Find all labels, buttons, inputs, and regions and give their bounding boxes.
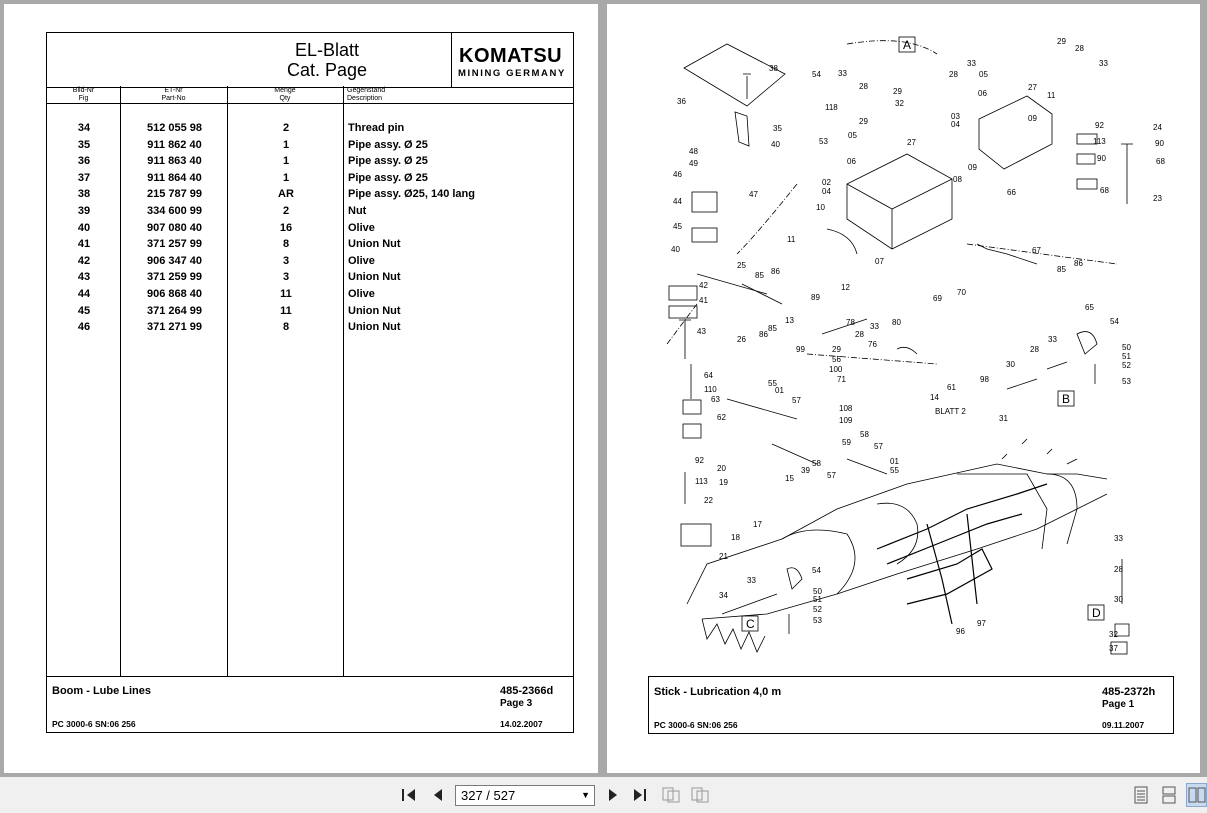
part-number-label: 89: [811, 293, 820, 302]
continuous-view-icon[interactable]: [1160, 786, 1178, 804]
qty-cell: 2: [282, 122, 290, 134]
catalog-page-left: [4, 4, 598, 773]
part-number-label: 03: [951, 112, 960, 121]
part-number-label: 54: [1110, 317, 1119, 326]
part-number-label: 49: [689, 159, 698, 168]
part-number-label: 29: [832, 345, 841, 354]
part-number-label: 17: [753, 520, 762, 529]
part-number-label: 61: [947, 383, 956, 392]
part-number-label: 90: [1097, 154, 1106, 163]
part-number-label: 56: [832, 355, 841, 364]
part-no-cell: 371 257 99: [146, 238, 203, 251]
part-number-label: 52: [813, 605, 822, 614]
footer-model-right: PC 3000-6 SN:06 256: [654, 720, 738, 730]
logo-subtitle: MINING GERMANY: [458, 68, 566, 79]
page-title: EL-Blatt: [294, 40, 360, 60]
previous-page-icon[interactable]: [428, 786, 446, 804]
next-page-icon[interactable]: [604, 786, 622, 804]
qty-cell: 16: [279, 221, 293, 234]
table-row: [47, 305, 573, 321]
part-number-label: 64: [704, 371, 713, 380]
description-cell: Nut: [348, 205, 367, 217]
footer-date-right: 09.11.2007: [1102, 720, 1145, 730]
part-number-label: 19: [719, 478, 728, 487]
part-number-label: 68: [1156, 157, 1165, 166]
table-row: [47, 172, 573, 188]
table-row: [47, 188, 573, 204]
part-number-label: 29: [893, 87, 902, 96]
part-number-label: 86: [759, 330, 768, 339]
part-no-cell: 371 264 99: [146, 304, 203, 317]
qty-cell: 1: [282, 138, 290, 151]
part-number-label: 66: [1007, 188, 1016, 197]
part-number-label: 57: [874, 442, 883, 451]
description-cell: Olive: [348, 221, 375, 234]
part-number-label: 01: [775, 386, 784, 395]
part-number-label: 21: [719, 552, 728, 561]
part-number-label: 33: [1114, 534, 1123, 543]
exploded-drawing: [607, 4, 1200, 672]
chevron-down-icon[interactable]: ▼: [581, 790, 590, 800]
footer-title: Boom - Lube Lines: [52, 685, 151, 697]
part-number-label: 46: [673, 170, 682, 179]
part-number-label: 02: [822, 178, 831, 187]
part-number-label: 18: [731, 533, 740, 542]
part-number-label: 55: [890, 466, 899, 475]
two-page-view-icon[interactable]: [1186, 783, 1207, 807]
part-number-label: 50: [1122, 343, 1131, 352]
part-number-label: 53: [1122, 377, 1131, 386]
table-row: [47, 288, 573, 304]
part-number-label: 55: [768, 379, 777, 388]
part-number-label: 86: [771, 267, 780, 276]
fig-cell: 43: [77, 271, 91, 284]
description-cell: Union Nut: [348, 321, 401, 334]
description-cell: Thread pin: [348, 122, 405, 134]
part-no-cell: 906 347 40: [146, 254, 203, 267]
header-box: [46, 32, 574, 88]
part-number-label: 76: [868, 340, 877, 349]
part-number-label: 71: [837, 375, 846, 384]
part-number-label: 85: [768, 324, 777, 333]
part-number-label: 80: [892, 318, 901, 327]
description-cell: Pipe assy. Ø 25: [348, 171, 428, 184]
part-number-label: 37: [1109, 644, 1118, 653]
part-number-label: 99: [796, 345, 805, 354]
part-number-label: 52: [1122, 361, 1131, 370]
part-number-label: 69: [933, 294, 942, 303]
qty-cell: 11: [280, 304, 292, 317]
single-page-view-icon[interactable]: [1132, 786, 1150, 804]
col-header-fig: Bild-Nr Fig: [72, 87, 95, 102]
part-number-label: 23: [1153, 194, 1162, 203]
description-cell: Olive: [348, 288, 375, 300]
footer-date: 14.02.2007: [500, 719, 543, 729]
part-number-label: 85: [755, 271, 764, 280]
blatt-label: BLATT 2: [935, 407, 966, 416]
part-number-label: 29: [1057, 37, 1066, 46]
fig-cell: 39: [77, 205, 91, 217]
part-number-label: 33: [1099, 59, 1108, 68]
part-number-label: 45: [673, 222, 682, 231]
part-number-label: 47: [749, 190, 758, 199]
part-number-label: 31: [999, 414, 1008, 423]
part-number-label: 92: [695, 456, 704, 465]
part-number-label: 39: [801, 466, 810, 475]
part-number-label: 01: [890, 457, 899, 466]
qty-cell: 8: [282, 238, 290, 251]
footer-model: PC 3000-6 SN:06 256: [52, 719, 136, 729]
part-number-label: 28: [1075, 44, 1084, 53]
part-number-label: 25: [737, 261, 746, 270]
table-row: [47, 139, 573, 155]
qty-cell: 2: [282, 205, 290, 217]
part-number-label: 51: [813, 595, 822, 604]
part-no-cell: 911 862 40: [147, 138, 202, 151]
table-row: [47, 155, 573, 171]
footer-doc-no: 485-2366d: [500, 685, 554, 697]
part-number-label: 50: [813, 587, 822, 596]
part-no-cell: 911 864 40: [147, 171, 202, 184]
last-page-icon[interactable]: [631, 786, 649, 804]
part-number-label: 41: [699, 296, 708, 305]
part-number-label: 97: [977, 619, 986, 628]
fig-cell: 41: [77, 238, 91, 251]
part-number-labels: [671, 37, 1165, 653]
part-no-cell: 371 259 99: [146, 271, 203, 284]
fig-cell: 36: [77, 155, 91, 168]
part-number-label: 67: [1032, 246, 1041, 255]
part-number-label: 33: [967, 59, 976, 68]
qty-cell: AR: [278, 188, 294, 201]
description-cell: Union Nut: [348, 304, 401, 317]
table-row: [47, 271, 573, 287]
part-number-label: 40: [771, 140, 780, 149]
table-row: [47, 321, 573, 337]
part-number-label: 70: [957, 288, 966, 297]
callout-a: A: [903, 38, 912, 52]
part-number-label: 28: [1030, 345, 1039, 354]
description-cell: Pipe assy. Ø25, 140 lang: [348, 188, 475, 201]
part-number-label: 59: [842, 438, 851, 447]
col-header-qty: Menge Qty: [274, 87, 296, 102]
description-cell: Olive: [348, 254, 375, 267]
fit-icon[interactable]: [690, 786, 710, 804]
part-number-label: 32: [1109, 630, 1118, 639]
part-number-label: 57: [792, 396, 801, 405]
part-number-label: 11: [1047, 91, 1056, 100]
fig-cell: 42: [77, 254, 91, 267]
table-row: [47, 255, 573, 271]
part-number-label: 113: [695, 477, 708, 486]
footer-box: [46, 676, 574, 733]
part-number-label: 38: [769, 64, 778, 73]
part-number-label: 58: [860, 430, 869, 439]
qty-cell: 3: [282, 271, 290, 284]
part-number-label: 57: [827, 471, 836, 480]
fig-cell: 40: [77, 221, 91, 234]
description-cell: Pipe assy. Ø 25: [348, 155, 428, 168]
part-number-label: 90: [1155, 139, 1164, 148]
qty-cell: 8: [282, 321, 290, 334]
part-number-label: 42: [699, 281, 708, 290]
part-number-label: 27: [1028, 83, 1037, 92]
part-number-label: 40: [671, 245, 680, 254]
description-cell: Union Nut: [348, 271, 401, 284]
part-number-label: 28: [855, 330, 864, 339]
callout-c: C: [746, 617, 755, 631]
part-number-label: 10: [816, 203, 825, 212]
parts-table: [46, 86, 574, 677]
part-number-label: 09: [1028, 114, 1037, 123]
part-number-label: 51: [1122, 352, 1131, 361]
description-cell: Pipe assy. Ø 25: [348, 138, 428, 151]
part-number-label: 65: [1085, 303, 1094, 312]
part-number-label: 86: [1074, 259, 1083, 268]
part-number-label: 30: [1006, 360, 1015, 369]
qty-cell: 1: [282, 155, 290, 168]
table-row: [47, 222, 573, 238]
fig-cell: 35: [77, 138, 91, 151]
catalog-page-right: [607, 4, 1200, 773]
part-number-label: 54: [812, 566, 821, 575]
part-number-label: 34: [719, 591, 728, 600]
part-number-label: 54: [812, 70, 821, 79]
first-page-icon[interactable]: [400, 786, 418, 804]
fig-cell: 37: [77, 171, 91, 184]
part-number-label: 53: [813, 616, 822, 625]
part-number-label: 63: [711, 395, 720, 404]
part-no-cell: 911 863 40: [147, 155, 202, 168]
part-number-label: 53: [819, 137, 828, 146]
footer-doc-no-right: 485-2372h: [1102, 686, 1156, 698]
col-header-desc: Gegenstand Description: [347, 87, 386, 102]
part-number-label: 33: [838, 69, 847, 78]
part-number-label: 28: [1114, 565, 1123, 574]
part-number-label: 118: [825, 103, 838, 112]
part-number-label: 108: [839, 404, 853, 413]
part-number-label: 33: [1048, 335, 1057, 344]
callout-d: D: [1092, 606, 1101, 620]
part-number-label: 29: [859, 117, 868, 126]
part-number-label: 07: [875, 257, 884, 266]
part-number-label: 28: [949, 70, 958, 79]
part-number-label: 28: [859, 82, 868, 91]
part-number-label: 33: [747, 576, 756, 585]
page-subtitle: Cat. Page: [286, 60, 368, 80]
part-number-label: 96: [956, 627, 965, 636]
part-number-label: 04: [822, 187, 831, 196]
table-row: [47, 122, 573, 138]
footer-page-right: Page 1: [1102, 699, 1135, 710]
part-number-label: 35: [773, 124, 782, 133]
part-number-label: 62: [717, 413, 726, 422]
part-number-label: 36: [677, 97, 686, 106]
part-number-label: 20: [717, 464, 726, 473]
part-number-label: 08: [953, 175, 962, 184]
rotate-icon[interactable]: [661, 786, 681, 804]
part-number-label: 98: [980, 375, 989, 384]
footer-title-right: Stick - Lubrication 4,0 m: [654, 686, 782, 698]
part-number-label: 14: [930, 393, 939, 402]
part-no-cell: 215 787 99: [146, 188, 203, 201]
part-number-label: 27: [907, 138, 916, 147]
part-number-label: 109: [839, 416, 853, 425]
table-row: [47, 238, 573, 254]
part-number-label: 113: [1093, 137, 1106, 146]
footer-page: Page 3: [500, 698, 533, 709]
part-no-cell: 906 868 40: [146, 288, 203, 300]
table-row: [47, 205, 573, 221]
fig-cell: 45: [77, 304, 91, 317]
part-number-label: 48: [689, 147, 698, 156]
part-number-label: 06: [978, 89, 987, 98]
part-number-label: 33: [870, 322, 879, 331]
col-header-part: ET-Nr Part-No: [161, 87, 186, 102]
qty-cell: 11: [280, 288, 292, 300]
part-number-label: 30: [1114, 595, 1123, 604]
part-number-label: 05: [848, 131, 857, 140]
part-number-label: 06: [847, 157, 856, 166]
part-number-label: 32: [895, 99, 904, 108]
part-number-label: 05: [979, 70, 988, 79]
part-number-label: 11: [787, 235, 796, 244]
qty-cell: 1: [282, 171, 290, 184]
part-number-label: 78: [846, 318, 855, 327]
fig-cell: 44: [77, 288, 91, 300]
part-no-cell: 907 080 40: [146, 221, 203, 234]
footer-box-right: [648, 676, 1174, 734]
part-number-label: 04: [951, 120, 960, 129]
part-number-label: 44: [673, 197, 682, 206]
part-number-label: 58: [812, 459, 821, 468]
part-number-label: 68: [1100, 186, 1109, 195]
part-no-cell: 371 271 99: [146, 321, 203, 334]
part-no-cell: 512 055 98: [146, 122, 203, 134]
qty-cell: 3: [282, 254, 290, 267]
part-number-label: 13: [785, 316, 794, 325]
part-number-label: 110: [704, 385, 717, 394]
part-number-label: 26: [737, 335, 746, 344]
part-number-label: 43: [697, 327, 706, 336]
part-number-label: 12: [841, 283, 850, 292]
fig-cell: 46: [77, 321, 91, 334]
part-number-label: 22: [704, 496, 713, 505]
callout-b: B: [1062, 392, 1071, 406]
part-number-label: 92: [1095, 121, 1104, 130]
part-number-label: 15: [785, 474, 794, 483]
viewer-toolbar: [0, 777, 1207, 813]
fig-cell: 38: [77, 188, 91, 201]
fig-cell: 34: [77, 122, 91, 134]
part-number-label: 100: [829, 365, 843, 374]
part-number-label: 24: [1153, 123, 1162, 132]
part-number-label: 85: [1057, 265, 1066, 274]
part-number-label: 09: [968, 163, 977, 172]
komatsu-logo: KOMATSU: [459, 45, 563, 67]
page-number-input[interactable]: 327 / 527 ▼: [455, 785, 595, 806]
description-cell: Union Nut: [348, 238, 401, 251]
part-no-cell: 334 600 99: [146, 205, 203, 217]
